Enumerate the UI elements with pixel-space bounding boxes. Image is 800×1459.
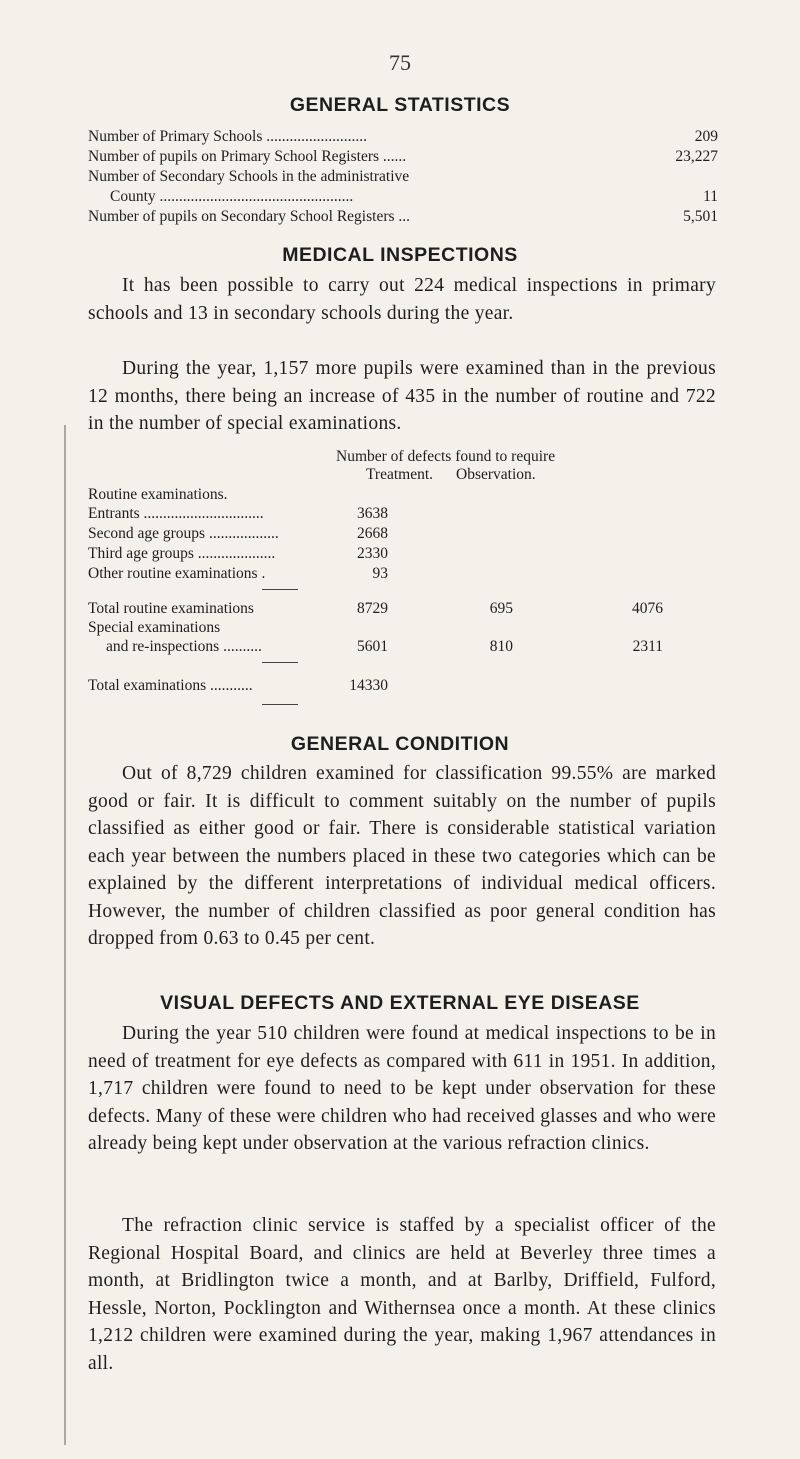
stat-row [88,188,718,208]
stat-row [88,128,718,148]
paragraph [88,272,716,327]
row-exams: 93 [372,565,388,582]
table-total-routine [88,600,718,620]
row-label: Total routine examinations [88,600,254,617]
paragraph-text: Out of 8,729 children examined for classification 99.55% are marked good or fair. It is difficult to comment suitably on the number of pupils classified as either good or fair. There is considerable statistical variation each year between the numbers placed in these two categories which can be explained by the different interpretations of individual medical officers. However, the number of children classified as poor general condition has dropped from 0.63 to 0.45 per cent. [88,763,716,949]
stat-row [88,148,718,168]
row-observation: 4076 [632,600,663,617]
table-rule [262,704,298,705]
margin-shadow [64,425,66,1445]
stat-row [88,208,718,228]
medical-inspections-heading: MEDICAL INSPECTIONS [282,244,518,266]
row-label: Total examinations ........... [88,677,253,694]
stat-value: 5,501 [683,208,718,225]
table-row [88,545,718,565]
stat-value: 209 [694,128,718,145]
stat-label: County .................................................. [110,188,354,205]
row-label: Second age groups .................. [88,525,279,542]
table-rule [262,662,298,663]
row-exams: 5601 [357,638,388,655]
table-special [88,638,718,658]
table-row [88,565,718,585]
table-header-observation: Observation. [456,466,536,483]
stat-label: Number of pupils on Secondary School Registers ... [88,208,411,225]
row-label: Entrants ............................... [88,505,264,522]
stat-label: Number of Primary Schools .......................... [88,128,367,145]
table-row [88,505,718,525]
row-exams: 2330 [357,545,388,562]
paragraph-text: The refraction clinic service is staffed by a specialist officer of the Regional Hospital Board, and clinics are held at Beverley three times a month, at Bridlington twice a month, and at Barlby, Driffield, Fulford, Hessle, Norton, Pocklington and Withernsea once a month. At these clinics 1,212 children were examined during the year, making 1,967 attendances in all. [88,1215,716,1374]
table-section-label [88,486,718,506]
row-treatment: 695 [489,600,513,617]
table-header-top: Number of defects found to require [336,448,556,465]
general-statistics-heading: GENERAL STATISTICS [289,94,511,116]
row-label: and re-inspections .......... [106,638,262,655]
row-label: Third age groups .................... [88,545,276,562]
paragraph [88,760,716,953]
stat-label: Number of Secondary Schools in the administrative [88,168,410,185]
visual-defects-heading: VISUAL DEFECTS AND EXTERNAL EYE DISEASE [160,992,640,1014]
stat-row [88,168,718,188]
table-special-label [88,619,718,639]
row-exams: 8729 [357,600,388,617]
row-exams: 3638 [357,505,388,522]
stat-value: 11 [703,188,718,205]
paragraph-text: During the year, 1,157 more pupils were examined than in the previous 12 months, there being an increase of 435 in the number of routine and 722 in the number of special examinations. [88,358,716,434]
paragraph-text: During the year 510 children were found at medical inspections to be in need of treatment for eye defects as compared with 611 in 1951. In addition, 1,717 children were found to need to be kept under observation for these defects. Many of these were children who had received glasses and who were already being kept under observation at the various refraction clinics. [88,1023,716,1154]
section-label: Routine examinations. [88,486,228,503]
table-total [88,677,718,697]
general-condition-heading: GENERAL CONDITION [290,733,510,755]
table-header-treatment: Treatment. [366,466,434,483]
table-row [88,525,718,545]
row-observation: 2311 [632,638,663,655]
row-exams: 14330 [349,677,388,694]
stat-label: Number of pupils on Primary School Registers ...... [88,148,407,165]
row-treatment: 810 [489,638,513,655]
table-rule [262,589,298,590]
row-label: Other routine examinations . [88,565,266,582]
paragraph [88,1020,716,1158]
paragraph [88,355,716,438]
paragraph-text: It has been possible to carry out 224 medical inspections in primary schools and 13 in secondary schools during the year. [88,275,716,324]
row-exams: 2668 [357,525,388,542]
page-number: 75 [389,50,411,75]
paragraph [88,1212,716,1377]
stat-value: 23,227 [675,148,718,165]
row-label: Special examinations [88,619,221,636]
